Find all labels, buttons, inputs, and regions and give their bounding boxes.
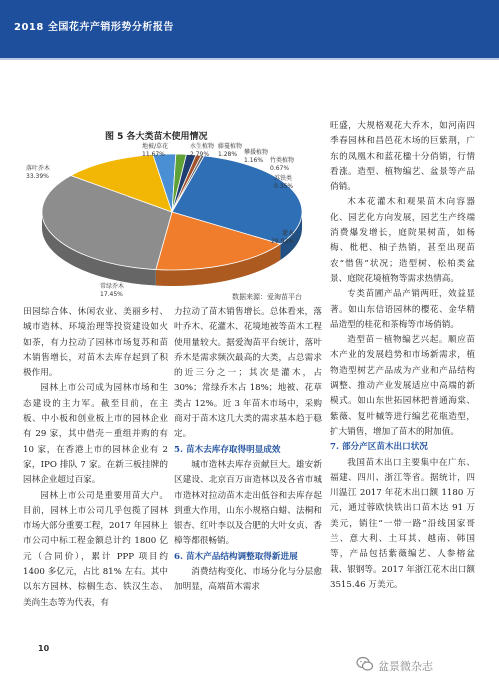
paragraph: 城市造林去库存贡献巨大。雄安新区建设、北京百万亩造林以及各省市城市造林对拉动苗木走出低谷和去库存起到重大作用，山东小规格白蜡、法桐和银杏、红叶李以及合肥的大叶女贞、香樟等都很畅销。 <box>174 459 322 547</box>
slice-label: 落叶乔木 <box>26 165 51 172</box>
watermark: 盆景微杂志 <box>378 660 433 673</box>
slice-value-label: 33.39% <box>26 173 49 180</box>
slice-label: 地被/草花 <box>142 143 169 150</box>
slice-value-label: 17.45% <box>100 291 123 298</box>
slice-value-label: 1.16% <box>244 157 264 164</box>
slice-value-label: 2.79% <box>190 151 210 158</box>
column-right <box>330 119 475 593</box>
pie-chart <box>12 140 332 305</box>
header-divider <box>0 58 499 60</box>
paragraph: 消费结构变化、市场分化与分层愈加明显，高端苗木需求 <box>174 567 322 593</box>
paragraph: 木本花灌木和观果苗木向容器化、园艺化方向发展，园艺生产终端消费爆发增长，庭院果树苗，如杨梅、枇杷、柚子热销，甚至出现苗农“惜售”状况；造型树、松柏类盆景、庭院花境植物等需求热情高。 <box>330 197 475 284</box>
section-heading: 6. 苗木产品结构调整取得新进展 <box>174 551 298 562</box>
section-heading: 5. 苗木去库存取得明显成效 <box>174 444 281 455</box>
page-number: 10 <box>38 644 50 653</box>
column-left <box>23 305 168 611</box>
slice-value-label: 0.35% <box>274 183 294 190</box>
paragraph: 旺盛，大规格观花大乔木，如河南四季春园林和昌邑花木场的巨紫荆，广东的凤凰木和蓝花楹十分俏销，行情看涨。造型、植物编艺、盆景等产品俏销。 <box>330 121 475 193</box>
column-middle <box>174 305 322 596</box>
paragraph: 力拉动了苗木销售增长。总体看来，落叶乔木、花灌木、花境地被等苗木工程使用量较大。据爱淘苗平台统计，落叶乔木是需求频次最高的大类，占总需求的近三分之一；其次是灌木，占 30%；常绿乔木占 18%；地被、花草类占 12%。近 3 年苗木市场中，采购商对于苗木这几大类的需求基本趋于稳定。 <box>174 307 322 440</box>
wechat-icon <box>356 656 374 672</box>
paragraph: 我国苗木出口主要集中在广东、福建、四川、浙江等省。据统计，四川温江 2017 年花木出口额 1180 万元，通过蓉欧快铁出口苗木达 91 万美元，销往“一带一路”沿线国家哥兰、意大利、土耳其、越南、韩国等，产品包括紫薇编艺、人参榕盆栽、银钢等。2017 年浙江花木出口额 3515.46 万美元。 <box>330 457 475 590</box>
paragraph: 园林上市公司是重要用苗大户。目前，园林上市公司几乎包揽了园林市场大部分重要工程，2017 年园林上市公司中标工程金额总计约 1800 亿元（合同价），累计 PPP 项目约 1400 多亿元，占比 81% 左右。其中以东方园林、棕榈生态、铁汉生态、美尚生态等为代表，有 <box>23 490 168 608</box>
slice-label: 竹类植物 <box>270 157 295 164</box>
paragraph: 园林上市公司成为园林市场和生态建设的主力军。截至目前，在主板、中小板和创业板上市的园林企业有 29 家，其中借壳－重组并购的有 10 家，在香港上市的园林企业有 2 家，IPO 排队 7 家。在新三板挂牌的园林企业超过百家。 <box>23 383 168 486</box>
section-heading: 7. 部分产区苗木出口状况 <box>330 442 428 453</box>
slice-label: 常绿乔木 <box>100 283 125 290</box>
paragraph: 专类苗圃产品产销两旺，效益显著。如山东信语园林的樱花、金华精品造型的桂花和茶梅等市场俏销。 <box>330 289 475 330</box>
slice-label: 灌木 <box>281 230 294 237</box>
slice-label: 藤蔓植物 <box>218 143 243 150</box>
slice-label: 攀援植物 <box>244 149 269 156</box>
figure-source: 数据来源：爱淘苗平台 <box>232 293 302 301</box>
slice-value-label: 11.67% <box>142 151 165 158</box>
report-title: 2018 全国花卉产销形势分析报告 <box>14 22 174 33</box>
slice-label: 苏铁类 <box>274 175 293 182</box>
figure-caption: 图 5 各大类苗木使用情况 <box>105 132 208 142</box>
pie-chart-svg <box>12 140 332 305</box>
paragraph: 田园综合体、休闲农业、美丽乡村、城市造林、环境治理等投资建设如火如荼，有力拉动了园林市场复苏和苗木销售增长，对苗木去库存起到了积极作用。 <box>23 307 168 379</box>
slice-value-label: 1.28% <box>218 151 238 158</box>
slice-value-label: 0.67% <box>270 165 290 172</box>
paragraph: 造型苗－植物编艺兴起。顺应苗木产业的发展趋势和市场新需求，植物造型树艺产品成为产业和产品结构调整、推动产业发展适应中高端的新模式。如山东世拓园林把普通海棠、紫薇、复叶槭等进行编艺花瓶造型，扩大销售，增加了苗木的附加值。 <box>330 335 475 437</box>
slice-value-label: 29.92% <box>271 238 294 245</box>
slice-label: 水生植物 <box>190 143 215 150</box>
